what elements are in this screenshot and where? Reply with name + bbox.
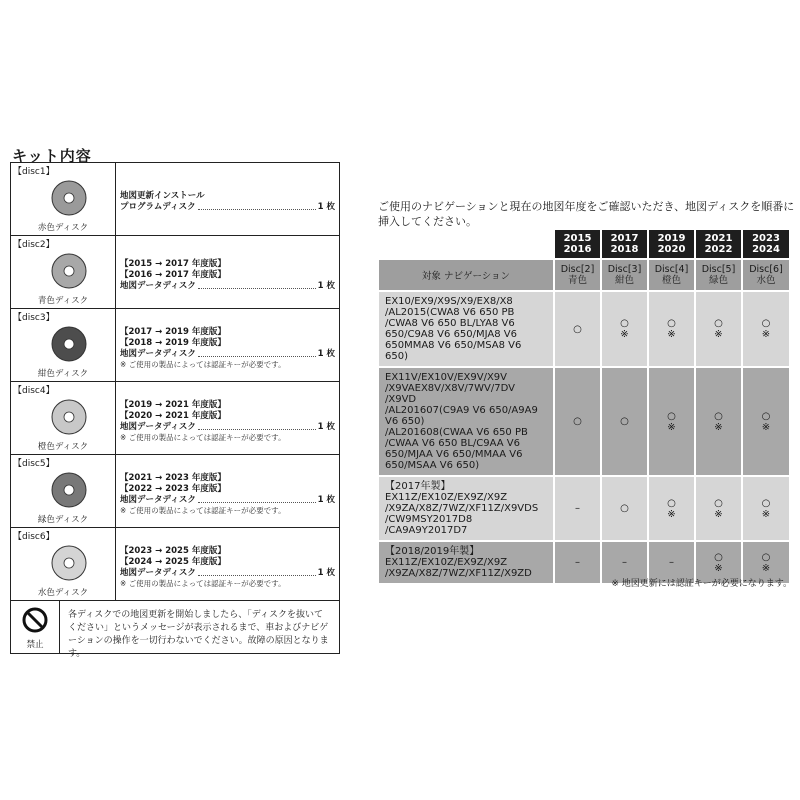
compat-symbol: ○ xyxy=(761,497,771,509)
auth-key-note: ※ ご使用の製品によっては認証キーが必要です。 xyxy=(120,578,286,588)
disc-name: 緑色ディスク xyxy=(37,515,89,525)
item-label: 地図データディスク xyxy=(120,421,196,432)
footnote: ※ 地図更新には認証キーが必要になります。 xyxy=(611,579,792,589)
version-line: 【2021 → 2023 年度版】 xyxy=(120,472,226,483)
compat-mark xyxy=(695,367,742,476)
compat-symbol: ○ xyxy=(714,410,723,422)
nav-row xyxy=(379,367,789,476)
compat-note-mark: ※ xyxy=(620,329,629,340)
compat-symbol: – xyxy=(622,557,627,568)
leader-dots xyxy=(198,202,316,210)
kit-row-disc5 xyxy=(11,455,339,528)
disc-icon xyxy=(51,326,87,362)
item-label: プログラムディスク xyxy=(120,202,196,212)
compat-note-mark: ※ xyxy=(714,421,723,433)
compat-symbol: – xyxy=(575,503,580,514)
compat-symbol: ○ xyxy=(667,318,676,329)
version-line: 【2020 → 2021 年度版】 xyxy=(120,410,226,421)
version-line: 【2018 → 2019 年度版】 xyxy=(120,337,226,348)
disc-icon xyxy=(51,545,87,581)
kit-row-disc4 xyxy=(11,382,339,455)
compat-mark xyxy=(601,367,648,476)
compat-note-mark: ※ xyxy=(714,329,723,340)
compat-note-mark: ※ xyxy=(761,508,771,520)
nav-row xyxy=(379,476,789,541)
kit-row-disc3 xyxy=(11,309,339,382)
compat-mark xyxy=(742,291,789,367)
version-line: 【2016 → 2017 年度版】 xyxy=(120,269,226,280)
compat-symbol: ○ xyxy=(714,551,723,563)
compat-symbol: – xyxy=(669,557,674,568)
leader-dots xyxy=(198,568,316,576)
item-label: 地図データディスク xyxy=(120,494,196,505)
compat-symbol: ○ xyxy=(761,551,771,563)
disc-icon xyxy=(51,180,87,216)
auth-key-note: ※ ご使用の製品によっては認証キーが必要です。 xyxy=(120,432,286,442)
item-qty: 1 枚 xyxy=(317,421,335,432)
compat-mark xyxy=(554,476,601,541)
leader-dots xyxy=(198,281,316,289)
year-header: 2021 2022 xyxy=(695,230,742,259)
compat-mark xyxy=(695,476,742,541)
disc-id: 【disc5】 xyxy=(13,459,55,469)
compat-symbol: ○ xyxy=(573,323,582,335)
compat-note-mark: ※ xyxy=(761,562,771,574)
year-header-row xyxy=(379,230,789,259)
compat-mark xyxy=(554,367,601,476)
warning-label: 禁止 xyxy=(26,640,44,650)
compat-note-mark: ※ xyxy=(761,329,771,340)
disc-id: 【disc6】 xyxy=(13,532,55,542)
version-line: 【2023 → 2025 年度版】 xyxy=(120,545,226,556)
item-qty: 1 枚 xyxy=(317,494,335,505)
auth-key-note: ※ ご使用の製品によっては認証キーが必要です。 xyxy=(120,505,286,515)
leader-dots xyxy=(198,422,316,430)
kit-row-disc1 xyxy=(11,163,339,236)
disc-name: 紺色ディスク xyxy=(37,369,89,379)
disc-header: Disc[6] 水色 xyxy=(742,259,789,291)
item-qty: 1 枚 xyxy=(317,280,335,291)
disc-id: 【disc4】 xyxy=(13,386,55,396)
disc-header: Disc[2] 青色 xyxy=(554,259,601,291)
compat-note-mark: ※ xyxy=(714,508,723,520)
version-line: 【2017 → 2019 年度版】 xyxy=(120,326,226,337)
disc-name: 赤色ディスク xyxy=(37,223,89,233)
item-label: 地図データディスク xyxy=(120,280,196,291)
target-nav-header: 対象 ナビゲーション xyxy=(379,259,554,291)
nav-models: EX10/EX9/X9S/X9/EX8/X8 /AL2015(CWA8 V6 650 PB /CWA8 V6 650 BL/LYA8 V6 650/C9A8 V6 650/MJA8 V6 650MMA8 V6 650/MSA8 V6 650) xyxy=(379,291,554,367)
version-line: 【2024 → 2025 年度版】 xyxy=(120,556,226,567)
kit-title: キット内容 xyxy=(12,147,92,165)
item-qty: 1 枚 xyxy=(317,202,335,212)
nav-models: EX11V/EX10V/EX9V/X9V /X9VAEX8V/X8V/7WV/7DV /X9VD /AL201607(C9A9 V6 650/A9A9 V6 650) /AL201608(CWAA V6 650 PB /CWAA V6 650 BL/C9AA V6 650/MJAA V6 650/MMAA V6 650/MSAA V6 650) xyxy=(379,367,554,476)
disc-name: 橙色ディスク xyxy=(37,442,89,452)
compat-symbol: ○ xyxy=(714,318,723,329)
compat-mark xyxy=(648,476,695,541)
item-qty: 1 枚 xyxy=(317,567,335,578)
kit-row-disc2 xyxy=(11,236,339,309)
compat-note-mark: ※ xyxy=(667,421,676,433)
compat-note-mark: ※ xyxy=(714,562,723,574)
compat-mark xyxy=(601,476,648,541)
compat-mark xyxy=(601,291,648,367)
disc-id: 【disc3】 xyxy=(13,313,55,323)
disc-header: Disc[3] 紺色 xyxy=(601,259,648,291)
disc-header: Disc[5] 緑色 xyxy=(695,259,742,291)
compat-symbol: ○ xyxy=(620,503,629,514)
compat-note-mark: ※ xyxy=(667,508,676,520)
compat-symbol: ○ xyxy=(714,497,723,509)
compat-mark xyxy=(554,541,601,583)
year-header: 2023 2024 xyxy=(742,230,789,259)
compat-symbol: ○ xyxy=(573,416,582,427)
year-header: 2015 2016 xyxy=(554,230,601,259)
version-line: 【2015 → 2017 年度版】 xyxy=(120,258,226,269)
compat-symbol: ○ xyxy=(667,410,676,422)
disc-icon xyxy=(51,472,87,508)
warning-box xyxy=(10,600,340,659)
compat-mark xyxy=(695,291,742,367)
compat-mark xyxy=(648,367,695,476)
compat-mark xyxy=(742,367,789,476)
kit-table xyxy=(10,162,340,601)
leader-dots xyxy=(198,495,316,503)
nav-compat-table xyxy=(379,230,789,583)
nav-models: 【2017年製】 EX11Z/EX10Z/EX9Z/X9Z /X9ZA/X8Z/7WZ/XF11Z/X9VDS /CW9MSY2017D8 /CA9A9Y2017D7 xyxy=(379,476,554,541)
kit-row-disc6 xyxy=(11,528,339,601)
year-header: 2017 2018 xyxy=(601,230,648,259)
disc-header-row xyxy=(379,259,789,291)
year-header: 2019 2020 xyxy=(648,230,695,259)
compat-symbol: – xyxy=(575,557,580,568)
compat-mark xyxy=(554,291,601,367)
prohibited-icon xyxy=(22,607,48,633)
compat-symbol: ○ xyxy=(761,410,771,422)
nav-row xyxy=(379,291,789,367)
compat-symbol: ○ xyxy=(667,497,676,509)
disc-id: 【disc2】 xyxy=(13,240,55,250)
warning-text: 各ディスクでの地図更新を開始しましたら、「ディスクを抜いてください」というメッセージが表示されるまで、車およびナビゲーションの操作を一切行わないでください。故障の原因となります。 xyxy=(68,610,329,659)
version-line: 【2022 → 2023 年度版】 xyxy=(120,483,226,494)
disc-name: 青色ディスク xyxy=(37,296,89,306)
item-qty: 1 枚 xyxy=(317,348,335,359)
compat-symbol: ○ xyxy=(761,318,771,329)
compat-mark xyxy=(648,291,695,367)
disc-icon xyxy=(51,253,87,289)
disc-header: Disc[4] 橙色 xyxy=(648,259,695,291)
nav-models: 【2018/2019年製】 EX11Z/EX10Z/EX9Z/X9Z /X9ZA/X8Z/7WZ/XF11Z/X9ZD xyxy=(379,541,554,583)
disc-id: 【disc1】 xyxy=(13,167,55,177)
compat-symbol: ○ xyxy=(620,416,629,427)
compat-symbol: ○ xyxy=(620,318,629,329)
version-line: 【2019 → 2021 年度版】 xyxy=(120,399,226,410)
nav-intro: ご使用のナビゲーションと現在の地図年度をご確認いただき、地図ディスクを順番に挿入してください。 xyxy=(378,200,795,228)
leader-dots xyxy=(198,349,316,357)
auth-key-note: ※ ご使用の製品によっては認証キーが必要です。 xyxy=(120,359,286,369)
item-label: 地図データディスク xyxy=(120,567,196,578)
compat-note-mark: ※ xyxy=(667,329,676,340)
compat-mark xyxy=(742,476,789,541)
compat-note-mark: ※ xyxy=(761,421,771,433)
item-label-line1: 地図更新インストール xyxy=(120,191,205,201)
item-label: 地図データディスク xyxy=(120,348,196,359)
disc-icon xyxy=(51,399,87,435)
disc-name: 水色ディスク xyxy=(37,588,89,598)
